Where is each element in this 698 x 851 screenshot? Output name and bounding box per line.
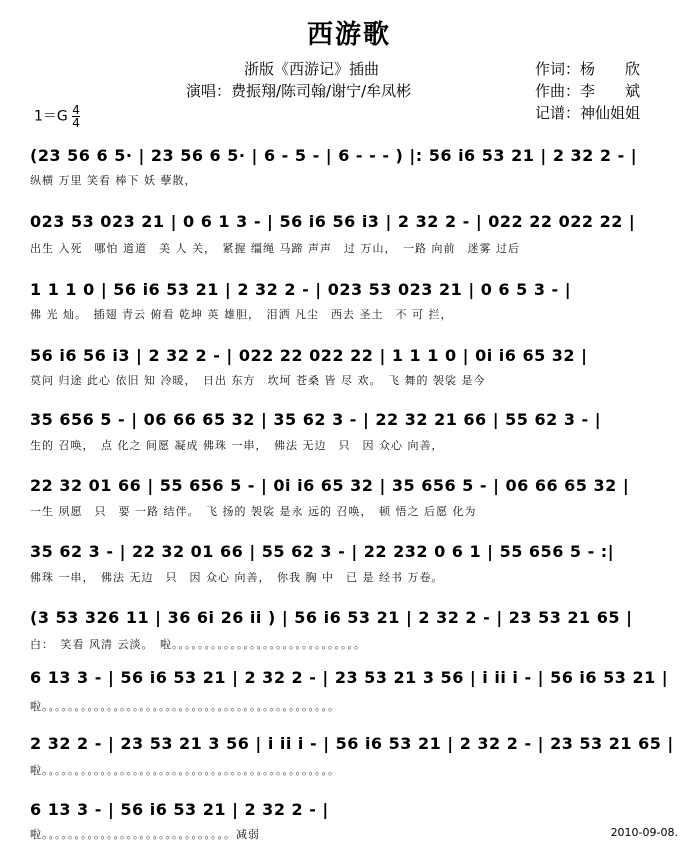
- notation-line-6: 22 32 01 66 | 55 656 5 - | 0i i6 65 32 | 35 656 5 - | 06 66 65 32 |: [30, 476, 630, 495]
- song-title: 西游歌: [306, 20, 391, 50]
- lyric-line-6: 一生 夙愿 只 要 一路 结伴。 飞 扬的 袈裟 是永 远的 召唤， 顿 悟之 后愿 化为: [30, 505, 477, 518]
- lyric-line-10: 啦。。。。。。。。。。。。。。。。。。。。。。。。。。。。。。。。。。。。。。。。。。。。。: [30, 764, 340, 777]
- notation-line-9: 6 13 3 - | 56 i6 53 21 | 2 32 2 - | 23 53 21 3 56 | i ii i - | 56 i6 53 21 |: [30, 668, 669, 687]
- notation-line-5: 35 656 5 - | 06 66 65 32 | 35 62 3 - | 22 32 21 66 | 55 62 3 - |: [30, 410, 602, 429]
- notation-line-1: (23 56 6 5· | 23 56 6 5· | 6 - 5 - | 6 - - - ) |: 56 i6 53 21 | 2 32 2 - |: [30, 146, 638, 165]
- lyric-line-1: 纵横 万里 笑看 棒下 妖 孽散，: [30, 174, 197, 187]
- notation-line-7: 35 62 3 - | 22 32 01 66 | 55 62 3 - | 22 232 0 6 1 | 55 656 5 - :|: [30, 542, 615, 561]
- singers: 演唱：费振翔/陈司翰/谢宁/牟凤彬: [186, 82, 412, 100]
- lyric-line-2: 出生 入死 哪怕 道道 美 人 关， 紧握 缰绳 马蹄 声声 过 万山， 一路 向前 迷雾 过后: [30, 242, 520, 255]
- lyric-line-8: 白： 笑看 风清 云淡。 啦。。。。。。。。。。。。。。。。。。。。。。。。。。。。。: [30, 638, 366, 651]
- lyric-line-5: 生的 召唤， 点 化之 间愿 凝成 佛珠 一串， 佛法 无边 只 因 众心 向善，: [30, 439, 444, 452]
- notation-line-11: 6 13 3 - | 56 i6 53 21 | 2 32 2 - |: [30, 800, 329, 819]
- notation-line-2: 023 53 023 21 | 0 6 1 3 - | 56 i6 56 i3 | 2 32 2 - | 022 22 022 22 |: [30, 212, 636, 231]
- transcriber: 记谱：神仙姐姐: [535, 104, 641, 122]
- notation-line-8: (3 53 326 11 | 36 6i 26 ii ) | 56 i6 53 21 | 2 32 2 - | 23 53 21 65 |: [30, 608, 633, 627]
- lyric-line-7: 佛珠 一串， 佛法 无边 只 因 众心 向善， 你我 胸 中 已 是 经书 万卷。: [30, 571, 444, 584]
- notation-line-4: 56 i6 56 i3 | 2 32 2 - | 022 22 022 22 | 1 1 1 0 | 0i i6 65 32 |: [30, 346, 588, 365]
- notation-line-3: 1 1 1 0 | 56 i6 53 21 | 2 32 2 - | 023 53 023 21 | 0 6 5 3 - |: [30, 280, 572, 299]
- time-signature: $\frac{4}{4}$: [72, 103, 80, 130]
- lyric-line-9: 啦。。。。。。。。。。。。。。。。。。。。。。。。。。。。。。。。。。。。。。。。。。。。。: [30, 700, 340, 713]
- lyric-line-11: 啦。。。。。。。。。。。。。。。。。。。。。。。。。。。。。减弱: [30, 828, 260, 841]
- transcription-date: 2010-09-08.: [610, 826, 678, 839]
- notation-line-10: 2 32 2 - | 23 53 21 3 56 | i ii i - | 56 i6 53 21 | 2 32 2 - | 23 53 21 65 |: [30, 734, 674, 753]
- lyric-line-4: 莫问 归途 此心 依旧 知 冷暖， 日出 东方 坎坷 苍桑 皆 尽 欢。 飞 舞的 袈裟 是今: [30, 374, 486, 387]
- key-signature: [34, 104, 80, 129]
- subtitle: 浙版《西游记》插曲: [244, 60, 380, 78]
- lyricist: 作词：杨 欣: [535, 60, 641, 78]
- composer: 作曲：李 斌: [535, 82, 641, 100]
- lyric-line-3: 佛 光 灿。 插翅 青云 俯看 乾坤 英 雄胆， 泪洒 凡尘 西去 圣土 不 可 拦，: [30, 308, 453, 321]
- key-text: 1＝G: [34, 108, 68, 125]
